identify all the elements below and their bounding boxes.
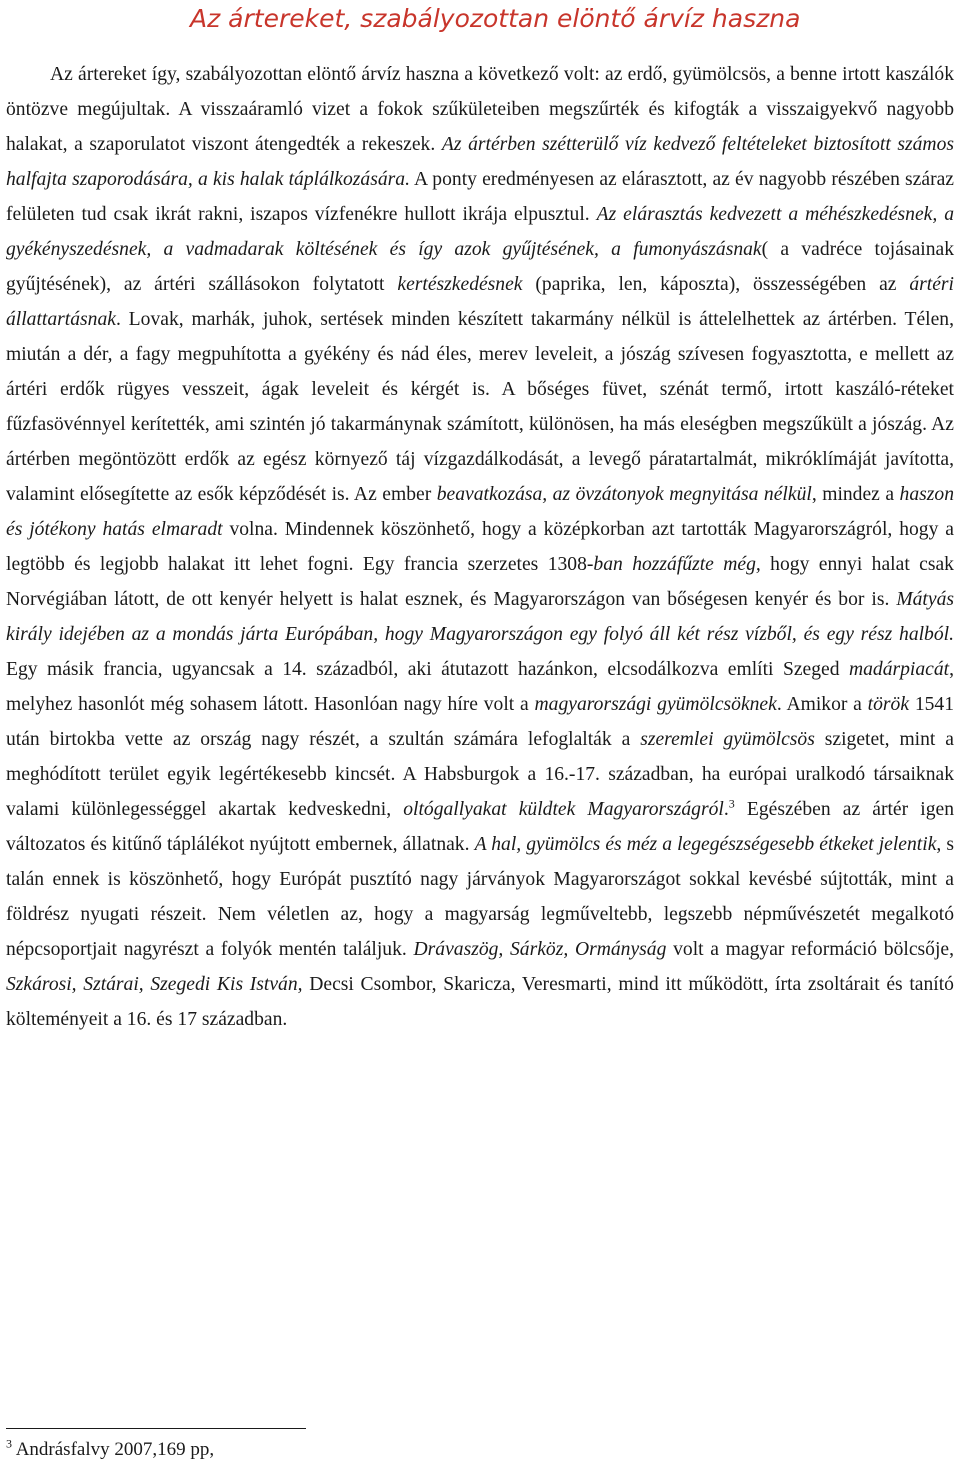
text-segment: volt a magyar reformáció bölcsője, xyxy=(666,939,954,960)
text-segment: volna. Mindennek köszönhető, hogy a középkorban azt tartották Magyarországról, hogy a legtöbb és legjobb halakat itt lehet fogni. Egy francia szerzetes 1308- xyxy=(6,519,954,575)
italic-text-segment: szeremlei gyümölcsös xyxy=(640,729,815,750)
italic-text-segment: A hal, gyümölcs és méz a legegészségesebb étkeket jelentik xyxy=(474,834,937,855)
footnote-separator xyxy=(6,1428,306,1429)
italic-text-segment: Az elárasztás kedvezett a méhészkedésnek, a gyékényszedésnek, a vadmadarak költésének és így azok gyűjtésének, a fumonyászásnak xyxy=(6,204,954,260)
italic-text-segment: török xyxy=(867,694,910,715)
text-segment: , s talán ennek is köszönhető, hogy Európát pusztító nagy járványok Magyarországot sokkal kevésbé sújtották, mint a földrész nyugati részeit. Nem véletlen az, hogy a magyarság legműveltebb, legszebb népművészetét megalkotó népcsoportjait nagyrészt a folyók mentén találjuk. xyxy=(6,834,954,960)
footnote-reference: 3 xyxy=(728,796,735,811)
italic-text-segment: magyarországi gyümölcsöknek xyxy=(534,694,777,715)
body-paragraph xyxy=(6,57,954,1037)
italic-text-segment: ártéri állattartásnak xyxy=(6,274,954,330)
italic-text-segment: oltógallyakat küldtek Magyarországról xyxy=(403,799,724,820)
text-segment: ( a vadréce tojásainak gyűjtésének), az ártéri szállásokon folytatott xyxy=(6,239,954,295)
text-segment: . Amikor a xyxy=(776,694,868,715)
text-segment: Egy másik francia, ugyancsak a 14. századból, aki átutazott hazánkon, elcsodálkozva említi Szeged xyxy=(6,659,849,680)
italic-text-segment: Drávaszög, Sárköz, Ormányság xyxy=(413,939,667,960)
text-segment: szigetet, mint a meghódított terület egyik legértékesebb kincsét. A Habsburgok a 16.-17. században, ha európai uralkodó társaiknak valami különlegességgel akartak kedveskedni, xyxy=(6,729,954,820)
italic-text-segment: madárpiacát xyxy=(848,659,950,680)
footnote-text: Andrásfalvy 2007,169 pp, xyxy=(12,1439,215,1460)
text-segment: . xyxy=(723,799,729,820)
text-segment: . Lovak, marhák, juhok, sertések minden készített takarmány nélkül is áttelelhettek az ártérben. Télen, miután a dér, a fagy megpuhította a gyékény és nád éles, merev leveleit, a jószág szívesen fogyasztotta, e mellett az ártéri erdők rügyes vesszeit, ágak leveleit és kérgét is. A bőséges füvet, szénát termő, irtott kaszáló-réteket fűzfasövénnyel kerítették, ami szintén jó takarmánynak számított, különösen, ha más eleségben megszűkült a jószág. Az ártérben megöntözött erdők az egész környező táj vízgazdálkodását, a levegő páratartalmát, mikróklímáját javította, valamint elősegítette az esők képződését is. Az ember xyxy=(6,309,954,505)
page-title: Az ártereket, szabályozottan elöntő árvíz haszna xyxy=(190,4,801,33)
footnote xyxy=(6,1437,906,1463)
text-segment: Egészében az ártér igen változatos és kitűnő táplálékot nyújtott embernek, állatnak. xyxy=(6,799,955,855)
italic-text-segment: haszon és jótékony hatás elmaradt xyxy=(6,484,954,540)
text-segment: 1541 után birtokba vette az ország nagy részét, a szultán számára lefoglalták a xyxy=(6,694,955,750)
italic-text-segment: Szkárosi, Sztárai, Szegedi Kis István, xyxy=(6,974,303,995)
italic-text-segment: beavatkozása, az övzátonyok megnyitása nélkül xyxy=(436,484,812,505)
italic-text-segment: Az ártérben szétterülő víz kedvező feltételeket biztosított számos halfajta szaporodására, a kis halak táplálkozására. xyxy=(6,134,954,190)
text-segment: , mindez a xyxy=(811,484,900,505)
text-segment: Az ártereket így, szabályozottan elöntő árvíz haszna a következő volt: az erdő, gyümölcsös, a benne irtott kaszálók öntözve megújultak. A visszaáramló vizet a fokok szűkületeiben megszűrték és kifogták a visszaigyekvő nagyobb halakat, a szaporulatot viszont átengedték a rekeszek. xyxy=(6,64,954,155)
text-segment: , melyhez hasonlót még sohasem látott. Hasonlóan nagy híre volt a xyxy=(6,659,954,715)
italic-text-segment: ban hozzáfűzte még, xyxy=(593,554,761,575)
italic-text-segment: kertészkedésnek xyxy=(397,274,523,295)
italic-text-segment: Mátyás király idejében az a mondás járta Európában, hogy Magyarországon egy folyó áll két rész vízből, és egy rész halból. xyxy=(6,589,954,645)
text-segment: hogy ennyi halat csak Norvégiában látott, de ott kenyér helyett is halat esznek, és Magyarországon van bőségesen kenyér és bor is. xyxy=(6,554,954,610)
text-segment: Decsi Csombor, Skaricza, Veresmarti, mind itt működött, írta zsoltárait és tanító költeményeit a 16. és 17 században. xyxy=(6,974,954,1030)
footnote-marker: 3 xyxy=(6,1436,12,1451)
text-segment: (paprika, len, káposzta), összességében az xyxy=(522,274,910,295)
text-segment: A ponty eredményesen az elárasztott, az év nagyobb részében száraz felületen tud csak ikrát rakni, iszapos vízfenékre hullott ikrája elpusztul. xyxy=(6,169,954,225)
